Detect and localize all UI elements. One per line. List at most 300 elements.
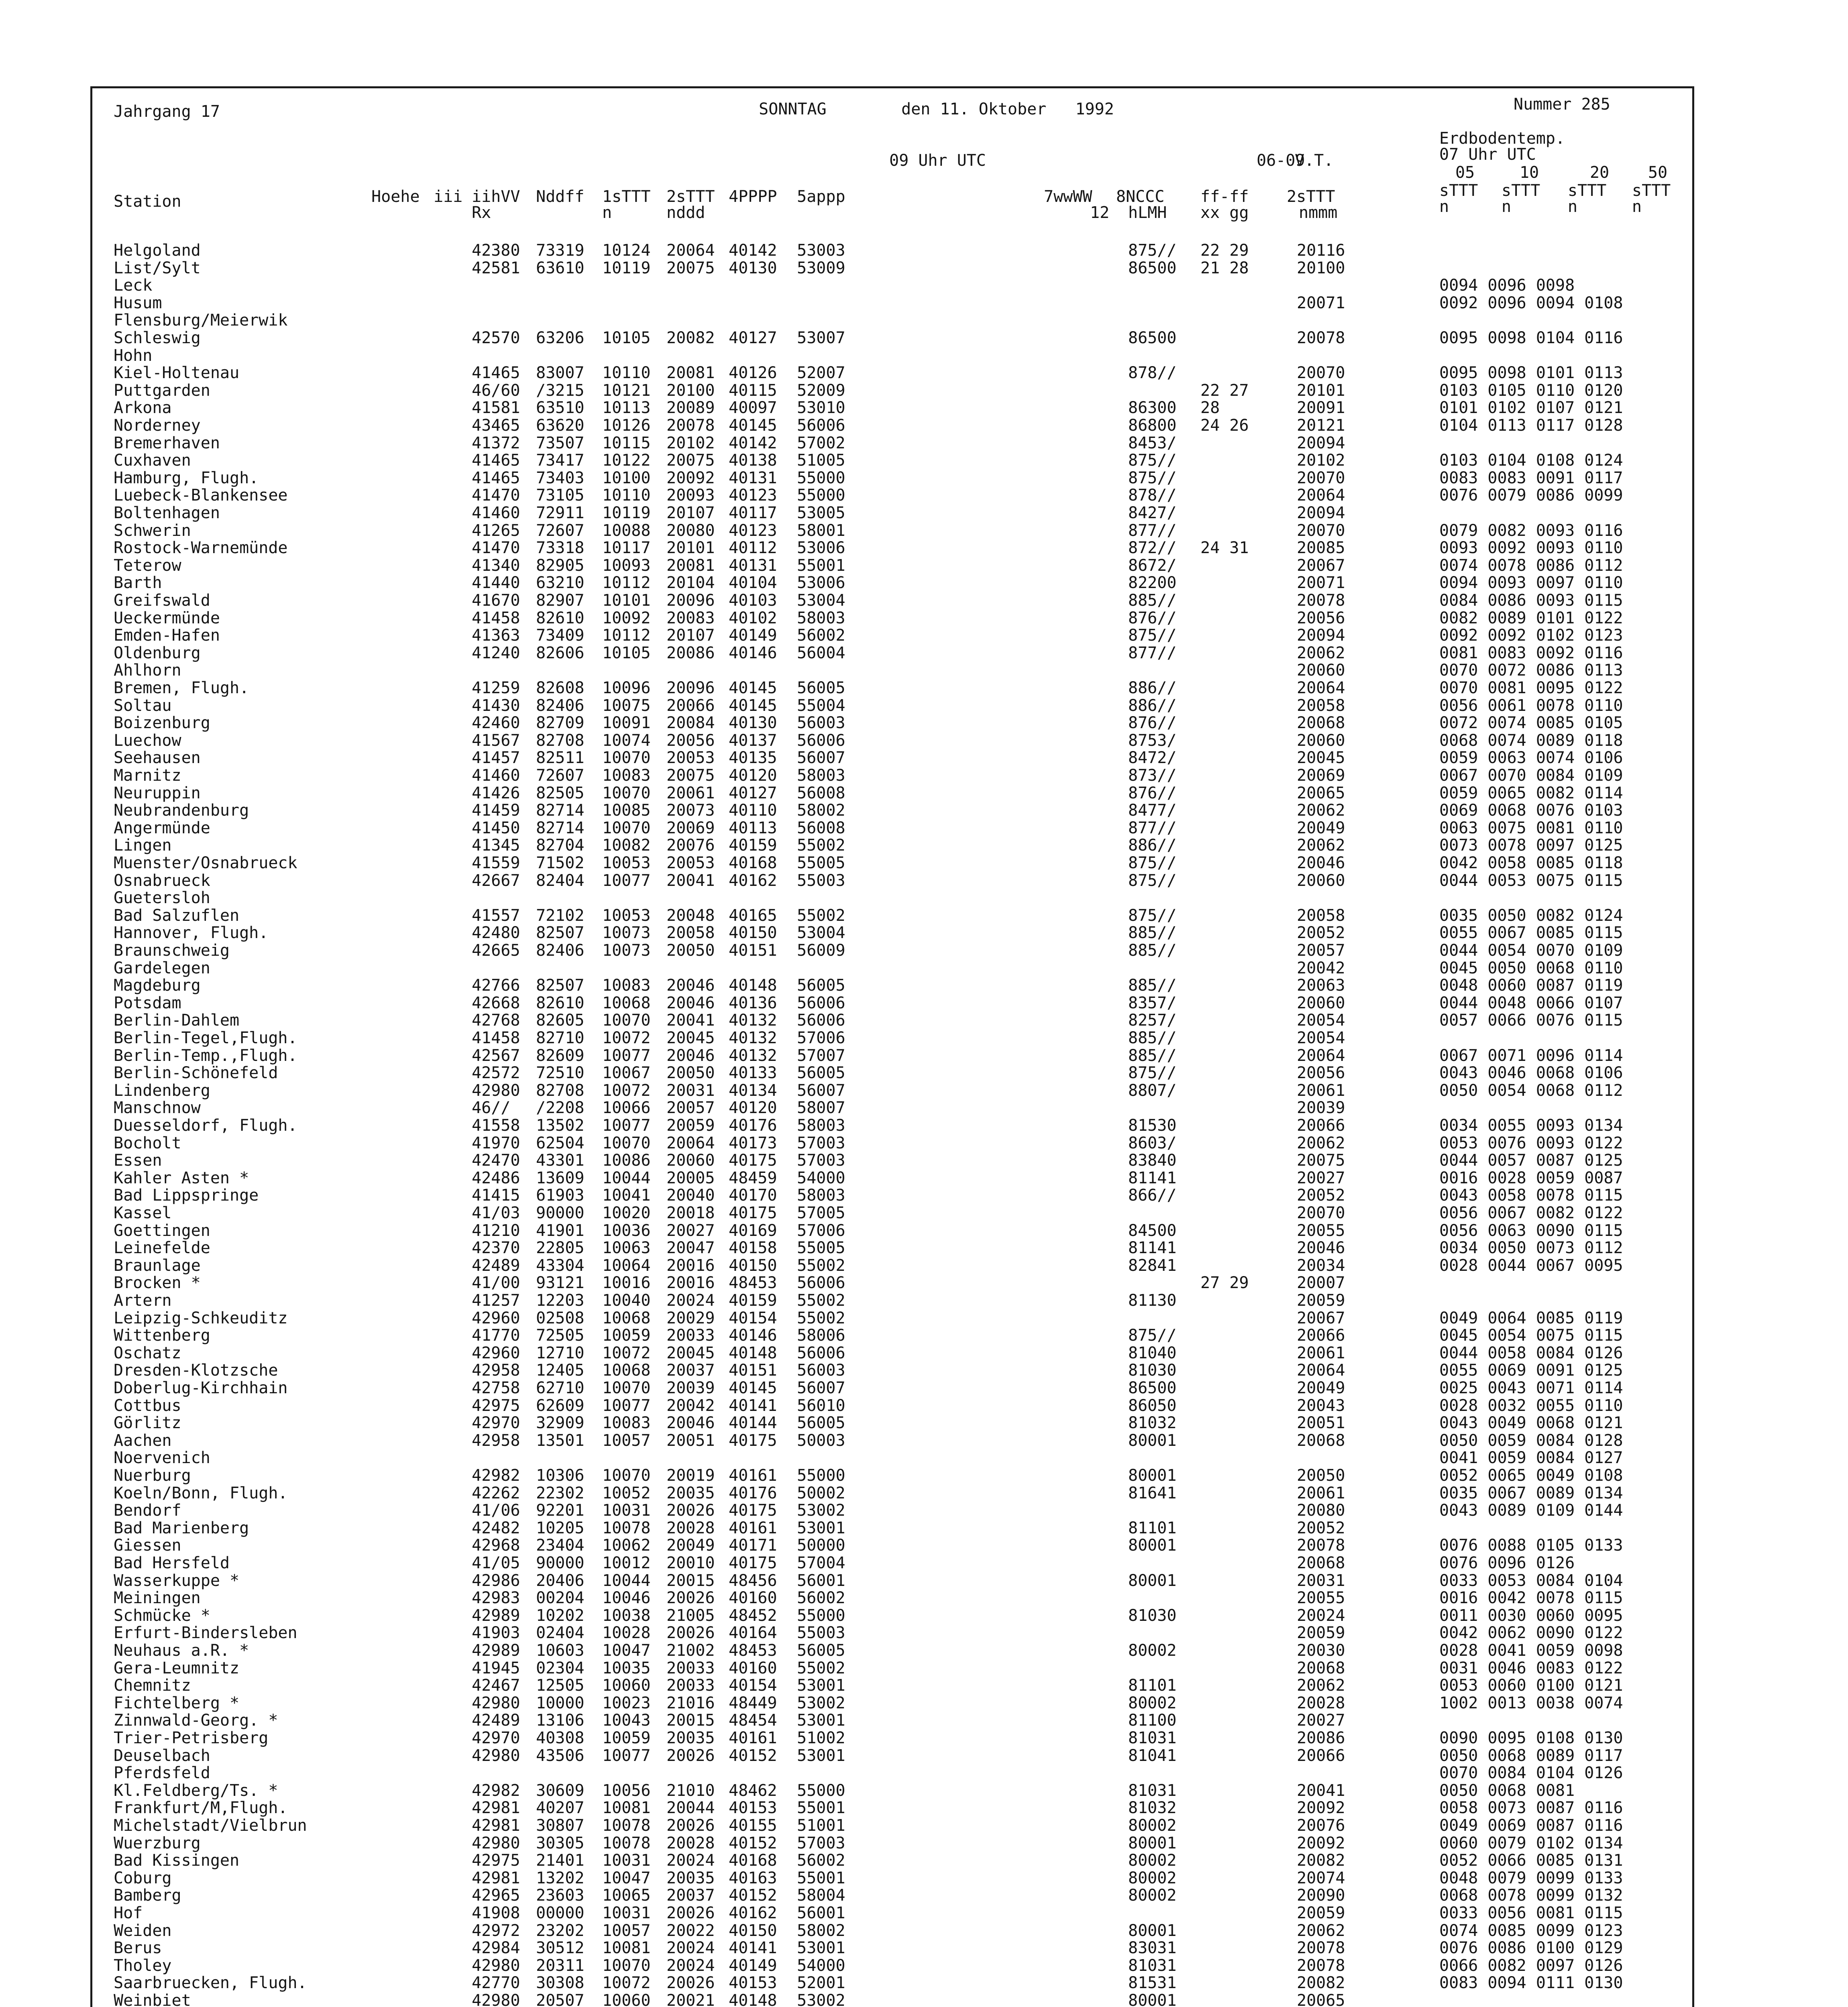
cell-soil-temps: 0053 0060 0100 0121: [1439, 1676, 1623, 1695]
cell-cloud: 81100: [1128, 1711, 1177, 1730]
cell-temp-1sttt: 10077: [602, 1046, 651, 1065]
cell-vt-temp: 20055: [1297, 1589, 1345, 1608]
cell-pressure: 40104: [729, 574, 777, 592]
cell-nddff: 61903: [536, 1186, 585, 1205]
cell-station-name: Coburg: [114, 1869, 172, 1887]
cell-tendency: 56005: [797, 1414, 846, 1433]
cell-gust: 28: [1200, 399, 1220, 417]
cell-dew-2sttt: 20016: [666, 1256, 715, 1275]
cell-cloud: 80001: [1128, 1431, 1177, 1450]
cell-station-name: Puttgarden: [114, 381, 210, 400]
cell-dew-2sttt: 20064: [666, 1134, 715, 1152]
cell-pressure: 40176: [729, 1116, 777, 1135]
cell-station-name: Goettingen: [114, 1221, 210, 1240]
cell-soil-temps: 0034 0050 0073 0112: [1439, 1239, 1623, 1258]
cell-iihvv: 41470: [472, 486, 520, 505]
cell-vt-temp: 20065: [1297, 784, 1345, 802]
cell-cloud: 875//: [1128, 241, 1177, 260]
soil-depth-05: 05: [1455, 163, 1475, 182]
cell-vt-temp: 20064: [1297, 1361, 1345, 1380]
cell-dew-2sttt: 20028: [666, 1834, 715, 1852]
cell-nddff: 82905: [536, 556, 585, 575]
cell-tendency: 56001: [797, 1904, 846, 1922]
cell-nddff: 82714: [536, 818, 585, 837]
cell-station-name: Fichtelberg *: [114, 1694, 240, 1712]
cell-tendency: 58003: [797, 1116, 846, 1135]
cell-nddff: 23404: [536, 1536, 585, 1555]
cell-temp-1sttt: 10064: [602, 1256, 651, 1275]
cell-cloud: 8453/: [1128, 434, 1177, 452]
cell-soil-temps: 0059 0065 0082 0114: [1439, 784, 1623, 802]
cell-dew-2sttt: 20075: [666, 451, 715, 470]
cell-station-name: Erfurt-Bindersleben: [114, 1624, 297, 1643]
cell-soil-temps: 0067 0071 0096 0114: [1439, 1046, 1623, 1065]
cell-vt-temp: 20054: [1297, 1011, 1345, 1030]
cell-cloud: 81031: [1128, 1956, 1177, 1975]
soil-depth-50: 50: [1648, 163, 1668, 182]
period-label: 06-09: [1257, 151, 1305, 170]
cell-nddff: 00204: [536, 1589, 585, 1608]
cell-pressure: 48454: [729, 1711, 777, 1730]
soil-temp-title: Erdbodentemp.: [1439, 129, 1565, 148]
cell-iihvv: 42968: [472, 1536, 520, 1555]
cell-cloud: 81032: [1128, 1799, 1177, 1818]
cell-iihvv: 43465: [472, 416, 520, 435]
cell-cloud: 86050: [1128, 1396, 1177, 1415]
cell-station-name: Nuerburg: [114, 1466, 191, 1485]
cell-dew-2sttt: 20024: [666, 1956, 715, 1975]
cell-pressure: 40160: [729, 1659, 777, 1677]
cell-nddff: 21401: [536, 1851, 585, 1870]
cell-soil-temps: 0092 0092 0102 0123: [1439, 626, 1623, 645]
cell-soil-temps: 0069 0068 0076 0103: [1439, 801, 1623, 820]
cell-tendency: 55003: [797, 1624, 846, 1643]
cell-pressure: 40168: [729, 854, 777, 872]
cell-pressure: 40112: [729, 539, 777, 558]
cell-tendency: 58004: [797, 1886, 846, 1905]
cell-station-name: Duesseldorf, Flugh.: [114, 1116, 297, 1135]
cell-nddff: 40207: [536, 1799, 585, 1818]
cell-station-name: Deuselbach: [114, 1746, 210, 1765]
cell-iihvv: 42989: [472, 1641, 520, 1660]
cell-iihvv: 41458: [472, 609, 520, 627]
cell-tendency: 55002: [797, 1659, 846, 1677]
cell-iihvv: 42970: [472, 1729, 520, 1747]
cell-cloud: 877//: [1128, 818, 1177, 837]
cell-temp-1sttt: 10059: [602, 1326, 651, 1345]
cell-pressure: 40145: [729, 416, 777, 435]
cell-tendency: 50002: [797, 1484, 846, 1502]
cell-iihvv: 41670: [472, 591, 520, 610]
soil-temp-time: 07 Uhr UTC: [1439, 145, 1536, 164]
cell-temp-1sttt: 10078: [602, 1834, 651, 1852]
cell-station-name: Angermünde: [114, 818, 210, 837]
cell-nddff: 82608: [536, 679, 585, 697]
cell-temp-1sttt: 10060: [602, 1991, 651, 2007]
cell-dew-2sttt: 20031: [666, 1081, 715, 1100]
cell-cloud: 875//: [1128, 1064, 1177, 1083]
cell-nddff: 30308: [536, 1974, 585, 1993]
cell-tendency: 56002: [797, 1589, 846, 1608]
cell-temp-1sttt: 10122: [602, 451, 651, 470]
cell-cloud: 86500: [1128, 1379, 1177, 1397]
cell-vt-temp: 20092: [1297, 1799, 1345, 1818]
cell-soil-temps: 0031 0046 0083 0122: [1439, 1659, 1623, 1677]
cell-dew-2sttt: 20018: [666, 1204, 715, 1222]
cell-cloud: 81041: [1128, 1746, 1177, 1765]
cell-soil-temps: 0060 0079 0102 0134: [1439, 1834, 1623, 1852]
cell-soil-temps: 0094 0096 0098: [1439, 276, 1575, 295]
cell-tendency: 53006: [797, 574, 846, 592]
cell-vt-temp: 20027: [1297, 1711, 1345, 1730]
cell-tendency: 57007: [797, 1046, 846, 1065]
cell-dew-2sttt: 20046: [666, 1414, 715, 1433]
cell-iihvv: 42460: [472, 714, 520, 733]
cell-soil-temps: 0016 0042 0078 0115: [1439, 1589, 1623, 1608]
cell-cloud: 80002: [1128, 1694, 1177, 1712]
cell-iihvv: 42480: [472, 924, 520, 942]
cell-temp-1sttt: 10047: [602, 1641, 651, 1660]
cell-cloud: 81531: [1128, 1974, 1177, 1993]
cell-dew-2sttt: 20089: [666, 399, 715, 417]
cell-pressure: 40132: [729, 1011, 777, 1030]
cell-pressure: 40170: [729, 1186, 777, 1205]
cell-station-name: Noervenich: [114, 1449, 210, 1468]
cell-dew-2sttt: 20081: [666, 556, 715, 575]
cell-soil-temps: 0076 0088 0105 0133: [1439, 1536, 1623, 1555]
cell-iihvv: 42980: [472, 1694, 520, 1712]
cell-station-name: Kassel: [114, 1204, 172, 1222]
cell-vt-temp: 20050: [1297, 1466, 1345, 1485]
cell-cloud: 80002: [1128, 1641, 1177, 1660]
cell-dew-2sttt: 20083: [666, 609, 715, 627]
cell-nddff: 12710: [536, 1343, 585, 1362]
cell-station-name: Berlin-Schönefeld: [114, 1064, 278, 1083]
cell-station-name: Potsdam: [114, 993, 181, 1012]
cell-station-name: Berlin-Tegel,Flugh.: [114, 1029, 297, 1047]
cell-dew-2sttt: 20026: [666, 1589, 715, 1608]
cell-dew-2sttt: 20024: [666, 1939, 715, 1958]
cell-nddff: 63610: [536, 259, 585, 277]
cell-dew-2sttt: 20080: [666, 521, 715, 540]
cell-gust: 22 27: [1200, 381, 1249, 400]
cell-vt-temp: 20102: [1297, 451, 1345, 470]
cell-nddff: 73105: [536, 486, 585, 505]
cell-cloud: 878//: [1128, 486, 1177, 505]
cell-soil-temps: 0025 0043 0071 0114: [1439, 1379, 1623, 1397]
cell-vt-temp: 20054: [1297, 1029, 1345, 1047]
cell-iihvv: 42482: [472, 1518, 520, 1537]
cell-iihvv: 42766: [472, 976, 520, 995]
cell-vt-temp: 20076: [1297, 1816, 1345, 1835]
cell-station-name: Magdeburg: [114, 976, 201, 995]
cell-station-name: Wittenberg: [114, 1326, 210, 1345]
cell-station-name: Hannover, Flugh.: [114, 924, 269, 942]
cell-cloud: 885//: [1128, 976, 1177, 995]
cell-tendency: 55005: [797, 1239, 846, 1258]
cell-iihvv: 41465: [472, 364, 520, 383]
cell-soil-temps: 0082 0089 0101 0122: [1439, 609, 1623, 627]
col-iihvv: iihVV: [472, 187, 520, 206]
cell-vt-temp: 20078: [1297, 329, 1345, 347]
cell-pressure: 40175: [729, 1554, 777, 1572]
cell-soil-temps: 0103 0105 0110 0120: [1439, 381, 1623, 400]
cell-iihvv: 42981: [472, 1816, 520, 1835]
cell-soil-temps: 0033 0053 0084 0104: [1439, 1571, 1623, 1590]
cell-dew-2sttt: 21010: [666, 1781, 715, 1800]
cell-iihvv: 41450: [472, 818, 520, 837]
cell-vt-temp: 20062: [1297, 1921, 1345, 1940]
col-sub-soil-10: n: [1502, 197, 1512, 216]
cell-nddff: 82907: [536, 591, 585, 610]
cell-tendency: 56006: [797, 731, 846, 750]
cell-dew-2sttt: 20015: [666, 1571, 715, 1590]
cell-iihvv: 41265: [472, 521, 520, 540]
cell-temp-1sttt: 10088: [602, 521, 651, 540]
cell-iihvv: 42970: [472, 1414, 520, 1433]
cell-pressure: 40162: [729, 871, 777, 890]
cell-cloud: 80001: [1128, 1834, 1177, 1852]
cell-iihvv: 42981: [472, 1799, 520, 1818]
cell-temp-1sttt: 10072: [602, 1974, 651, 1993]
cell-station-name: Schwerin: [114, 521, 191, 540]
cell-cloud: 81040: [1128, 1343, 1177, 1362]
cell-iihvv: 41567: [472, 731, 520, 750]
cell-vt-temp: 20101: [1297, 381, 1345, 400]
col-7wwww: 7wwWW: [1044, 187, 1092, 206]
cell-tendency: 53002: [797, 1501, 846, 1520]
cell-soil-temps: 0043 0049 0068 0121: [1439, 1414, 1623, 1433]
cell-vt-temp: 20074: [1297, 1869, 1345, 1887]
cell-vt-temp: 20064: [1297, 679, 1345, 697]
cell-temp-1sttt: 10081: [602, 1799, 651, 1818]
cell-station-name: Hamburg, Flugh.: [114, 468, 259, 487]
cell-station-name: Essen: [114, 1151, 162, 1170]
cell-nddff: 02304: [536, 1659, 585, 1677]
cell-nddff: 82714: [536, 801, 585, 820]
cell-pressure: 40163: [729, 1869, 777, 1887]
cell-cloud: 8477/: [1128, 801, 1177, 820]
cell-temp-1sttt: 10115: [602, 434, 651, 452]
cell-soil-temps: 0048 0060 0087 0119: [1439, 976, 1623, 995]
soil-depth-20: 20: [1590, 163, 1610, 182]
cell-station-name: Kiel-Holtenau: [114, 364, 240, 383]
cell-temp-1sttt: 10077: [602, 1746, 651, 1765]
cell-iihvv: 41372: [472, 434, 520, 452]
cell-cloud: 875//: [1128, 854, 1177, 872]
cell-cloud: 81101: [1128, 1676, 1177, 1695]
cell-station-name: Weiden: [114, 1921, 172, 1940]
cell-cloud: 80001: [1128, 1991, 1177, 2007]
cell-dew-2sttt: 20082: [666, 329, 715, 347]
cell-pressure: 40131: [729, 556, 777, 575]
cell-iihvv: 41/05: [472, 1554, 520, 1572]
col-5appp: 5appp: [797, 187, 846, 206]
cell-soil-temps: 0073 0078 0097 0125: [1439, 836, 1623, 855]
cell-nddff: 72510: [536, 1064, 585, 1083]
cell-tendency: 58002: [797, 1921, 846, 1940]
cell-pressure: 40151: [729, 1361, 777, 1380]
cell-vt-temp: 20082: [1297, 1974, 1345, 1993]
cell-temp-1sttt: 10068: [602, 1361, 651, 1380]
cell-iihvv: 41581: [472, 399, 520, 417]
cell-vt-temp: 20068: [1297, 1431, 1345, 1450]
cell-temp-1sttt: 10070: [602, 1466, 651, 1485]
cell-nddff: 71502: [536, 854, 585, 872]
cell-nddff: 20406: [536, 1571, 585, 1590]
cell-nddff: 62710: [536, 1379, 585, 1397]
cell-vt-temp: 20060: [1297, 871, 1345, 890]
cell-iihvv: 42572: [472, 1064, 520, 1083]
cell-dew-2sttt: 20027: [666, 1221, 715, 1240]
cell-soil-temps: 0050 0054 0068 0112: [1439, 1081, 1623, 1100]
cell-iihvv: 41470: [472, 539, 520, 558]
cell-iihvv: 41426: [472, 784, 520, 802]
cell-station-name: List/Sylt: [114, 259, 201, 277]
cell-tendency: 56009: [797, 941, 846, 960]
cell-tendency: 55001: [797, 556, 846, 575]
cell-pressure: 40152: [729, 1746, 777, 1765]
cell-temp-1sttt: 10124: [602, 241, 651, 260]
cell-pressure: 40126: [729, 364, 777, 383]
cell-dew-2sttt: 20022: [666, 1921, 715, 1940]
cell-dew-2sttt: 20026: [666, 1501, 715, 1520]
cell-nddff: 82708: [536, 1081, 585, 1100]
cell-vt-temp: 20007: [1297, 1274, 1345, 1293]
cell-temp-1sttt: 10083: [602, 1414, 651, 1433]
cell-iihvv: 41/06: [472, 1501, 520, 1520]
cell-station-name: Osnabrueck: [114, 871, 210, 890]
cell-nddff: 82609: [536, 1046, 585, 1065]
cell-vt-temp: 20062: [1297, 643, 1345, 662]
cell-temp-1sttt: 10020: [602, 1204, 651, 1222]
cell-station-name: Manschnow: [114, 1099, 201, 1117]
cell-soil-temps: 0083 0083 0091 0117: [1439, 468, 1623, 487]
cell-pressure: 48459: [729, 1168, 777, 1187]
cell-vt-temp: 20030: [1297, 1641, 1345, 1660]
cell-tendency: 55000: [797, 1466, 846, 1485]
cell-tendency: 56005: [797, 976, 846, 995]
cell-temp-1sttt: 10119: [602, 259, 651, 277]
cell-nddff: 63510: [536, 399, 585, 417]
cell-tendency: 51001: [797, 1816, 846, 1835]
cell-iihvv: 42975: [472, 1396, 520, 1415]
cell-pressure: 40154: [729, 1676, 777, 1695]
cell-station-name: Schmücke *: [114, 1606, 210, 1625]
cell-tendency: 57004: [797, 1554, 846, 1572]
cell-iihvv: 41908: [472, 1904, 520, 1922]
weekday-label: SONNTAG: [759, 100, 827, 118]
cell-dew-2sttt: 20053: [666, 749, 715, 767]
cell-soil-temps: 0050 0059 0084 0128: [1439, 1431, 1623, 1450]
cell-dew-2sttt: 20069: [666, 818, 715, 837]
cell-pressure: 40152: [729, 1834, 777, 1852]
cell-vt-temp: 20057: [1297, 941, 1345, 960]
col-sub-12: 12: [1090, 204, 1110, 222]
cell-iihvv: 41363: [472, 626, 520, 645]
cell-dew-2sttt: 20046: [666, 976, 715, 995]
cell-iihvv: 42965: [472, 1886, 520, 1905]
cell-temp-1sttt: 10053: [602, 854, 651, 872]
cell-dew-2sttt: 20041: [666, 1011, 715, 1030]
cell-nddff: 83007: [536, 364, 585, 383]
cell-vt-temp: 20052: [1297, 1518, 1345, 1537]
cell-tendency: 57006: [797, 1221, 846, 1240]
cell-cloud: 80002: [1128, 1816, 1177, 1835]
cell-pressure: 48462: [729, 1781, 777, 1800]
cell-tendency: 52001: [797, 1974, 846, 1993]
cell-tendency: 53009: [797, 259, 846, 277]
cell-station-name: Chemnitz: [114, 1676, 191, 1695]
cell-iihvv: 42980: [472, 1834, 520, 1852]
cell-tendency: 58003: [797, 609, 846, 627]
cell-station-name: Gardelegen: [114, 959, 210, 977]
cell-temp-1sttt: 10073: [602, 924, 651, 942]
cell-cloud: 81530: [1128, 1116, 1177, 1135]
cell-station-name: Bendorf: [114, 1501, 181, 1520]
cell-temp-1sttt: 10070: [602, 1956, 651, 1975]
cell-soil-temps: 0011 0030 0060 0095: [1439, 1606, 1623, 1625]
cell-nddff: 40308: [536, 1729, 585, 1747]
cell-pressure: 40102: [729, 609, 777, 627]
cell-pressure: 40138: [729, 451, 777, 470]
cell-temp-1sttt: 10112: [602, 574, 651, 592]
cell-cloud: 81641: [1128, 1484, 1177, 1502]
cell-dew-2sttt: 20033: [666, 1326, 715, 1345]
col-8nccc: 8NCCC: [1116, 187, 1165, 206]
cell-tendency: 53002: [797, 1991, 846, 2007]
cell-iihvv: 42262: [472, 1484, 520, 1502]
cell-dew-2sttt: 20016: [666, 1274, 715, 1293]
cell-nddff: 23603: [536, 1886, 585, 1905]
cell-vt-temp: 20078: [1297, 1956, 1345, 1975]
cell-vt-temp: 20070: [1297, 1204, 1345, 1222]
cell-dew-2sttt: 20104: [666, 574, 715, 592]
cell-station-name: Berus: [114, 1939, 162, 1958]
cell-temp-1sttt: 10070: [602, 1379, 651, 1397]
cell-dew-2sttt: 20049: [666, 1536, 715, 1555]
cell-cloud: 86300: [1128, 399, 1177, 417]
cell-nddff: 73318: [536, 539, 585, 558]
cell-cloud: 875//: [1128, 871, 1177, 890]
cell-station-name: Husum: [114, 293, 162, 312]
cell-pressure: 40161: [729, 1729, 777, 1747]
cell-temp-1sttt: 10056: [602, 1781, 651, 1800]
cell-station-name: Neuhaus a.R. *: [114, 1641, 249, 1660]
cell-tendency: 53001: [797, 1939, 846, 1958]
cell-station-name: Hohn: [114, 346, 153, 365]
cell-soil-temps: 0068 0078 0099 0132: [1439, 1886, 1623, 1905]
cell-pressure: 40150: [729, 1921, 777, 1940]
cell-cloud: 886//: [1128, 679, 1177, 697]
cell-nddff: 13202: [536, 1869, 585, 1887]
cell-temp-1sttt: 10077: [602, 1396, 651, 1415]
cell-dew-2sttt: 20035: [666, 1484, 715, 1502]
cell-vt-temp: 20052: [1297, 924, 1345, 942]
issue-number: Nummer 285: [1514, 95, 1610, 114]
cell-dew-2sttt: 20078: [666, 416, 715, 435]
cell-tendency: 55000: [797, 486, 846, 505]
cell-tendency: 53001: [797, 1711, 846, 1730]
cell-station-name: Michelstadt/Vielbrun: [114, 1816, 307, 1835]
col-station: Station: [114, 192, 181, 211]
cell-station-name: Dresden-Klotzsche: [114, 1361, 278, 1380]
cell-soil-temps: 0076 0079 0086 0099: [1439, 486, 1623, 505]
cell-iihvv: 41460: [472, 504, 520, 522]
cell-iihvv: 42982: [472, 1781, 520, 1800]
cell-soil-temps: 0043 0046 0068 0106: [1439, 1064, 1623, 1083]
cell-temp-1sttt: 10057: [602, 1921, 651, 1940]
